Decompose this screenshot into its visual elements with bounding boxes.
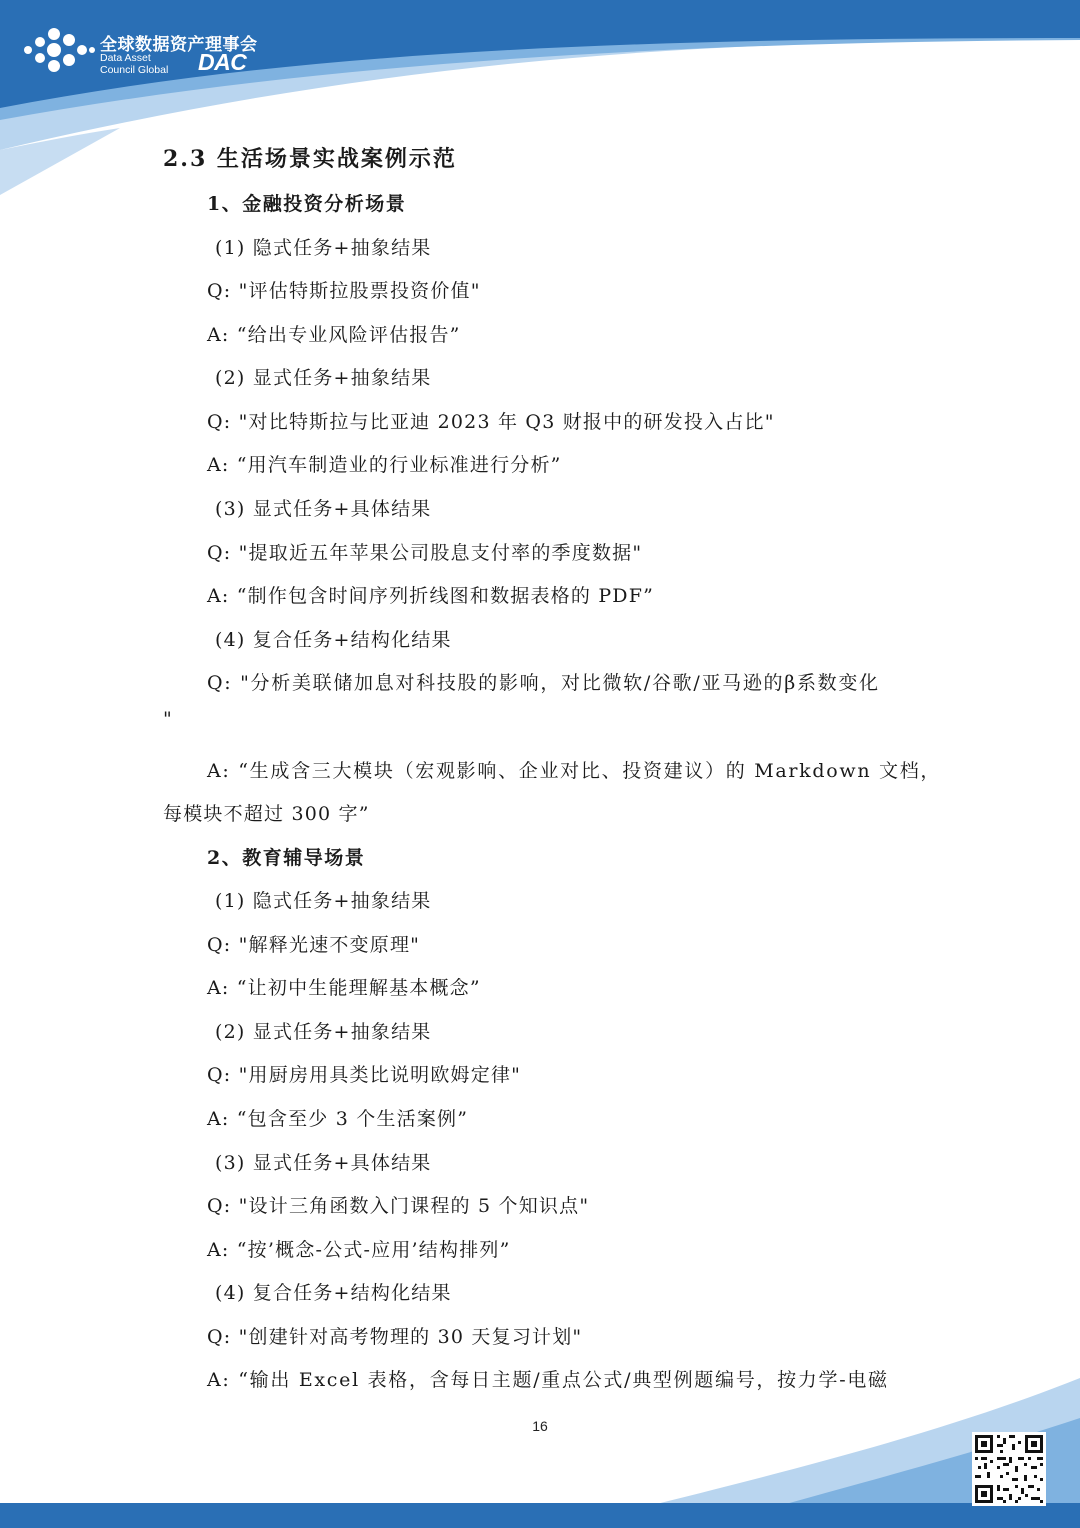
answer-line: A: “按’概念-公式-应用’结构排列” <box>207 1239 511 1261</box>
org-name-en-line1: Data Asset <box>100 52 151 64</box>
answer-line: A: “用汽车制造业的行业标准进行分析” <box>207 454 562 476</box>
question-line: Q: "对比特斯拉与比亚迪 2023 年 Q3 财报中的研发投入占比" <box>207 411 775 433</box>
task-type: (4) 复合任务+结构化结果 <box>215 1282 452 1304</box>
question-line: Q: "用厨房用具类比说明欧姆定律" <box>207 1064 522 1086</box>
task-type: (1) 隐式任务+抽象结果 <box>215 890 432 912</box>
answer-line: A: “生成含三大模块（宏观影响、企业对比、投资建议）的 Markdown 文档， <box>207 760 942 782</box>
org-name-cn: 全球数据资产理事会 <box>100 35 258 55</box>
page-number: 16 <box>532 1418 548 1434</box>
answer-line: A: “包含至少 3 个生活案例” <box>207 1108 469 1130</box>
answer-line: A: “制作包含时间序列折线图和数据表格的 PDF” <box>207 585 655 607</box>
footer-banner <box>0 1328 1080 1528</box>
answer-line: A: “给出专业风险评估报告” <box>207 324 461 346</box>
logo-dots-icon <box>20 24 98 78</box>
task-type: (2) 显式任务+抽象结果 <box>215 1021 432 1043</box>
task-type: (3) 显式任务+具体结果 <box>215 1152 432 1174</box>
answer-line-continued: 每模块不超过 300 字” <box>163 803 370 825</box>
answer-line: A: “输出 Excel 表格，含每日主题/重点公式/典型例题编号，按力学-电磁 <box>207 1369 889 1391</box>
qr-code-icon <box>972 1432 1046 1506</box>
question-line: Q: "创建针对高考物理的 30 天复习计划" <box>207 1326 583 1348</box>
org-abbr: DAC <box>198 49 247 75</box>
question-line-continued: " <box>163 708 173 730</box>
answer-line: A: “让初中生能理解基本概念” <box>207 977 481 999</box>
org-name-en <box>100 52 190 76</box>
question-line: Q: "分析美联储加息对科技股的影响，对比微软/谷歌/亚马逊的β系数变化 <box>207 672 880 694</box>
task-type: (2) 显式任务+抽象结果 <box>215 367 432 389</box>
task-type: (3) 显式任务+具体结果 <box>215 498 432 520</box>
question-line: Q: "设计三角函数入门课程的 5 个知识点" <box>207 1195 590 1217</box>
question-line: Q: "解释光速不变原理" <box>207 934 421 956</box>
org-name-en-line2: Council Global <box>100 64 169 76</box>
question-line: Q: "提取近五年苹果公司股息支付率的季度数据" <box>207 542 643 564</box>
task-type: (1) 隐式任务+抽象结果 <box>215 237 432 259</box>
task-type: (4) 复合任务+结构化结果 <box>215 629 452 651</box>
section-title: 2.3 生活场景实战案例示范 <box>163 146 457 172</box>
subsection-heading: 1、金融投资分析场景 <box>207 193 407 215</box>
dac-logo <box>20 24 270 80</box>
question-line: Q: "评估特斯拉股票投资价值" <box>207 280 481 302</box>
subsection-heading: 2、教育辅导场景 <box>207 847 366 869</box>
